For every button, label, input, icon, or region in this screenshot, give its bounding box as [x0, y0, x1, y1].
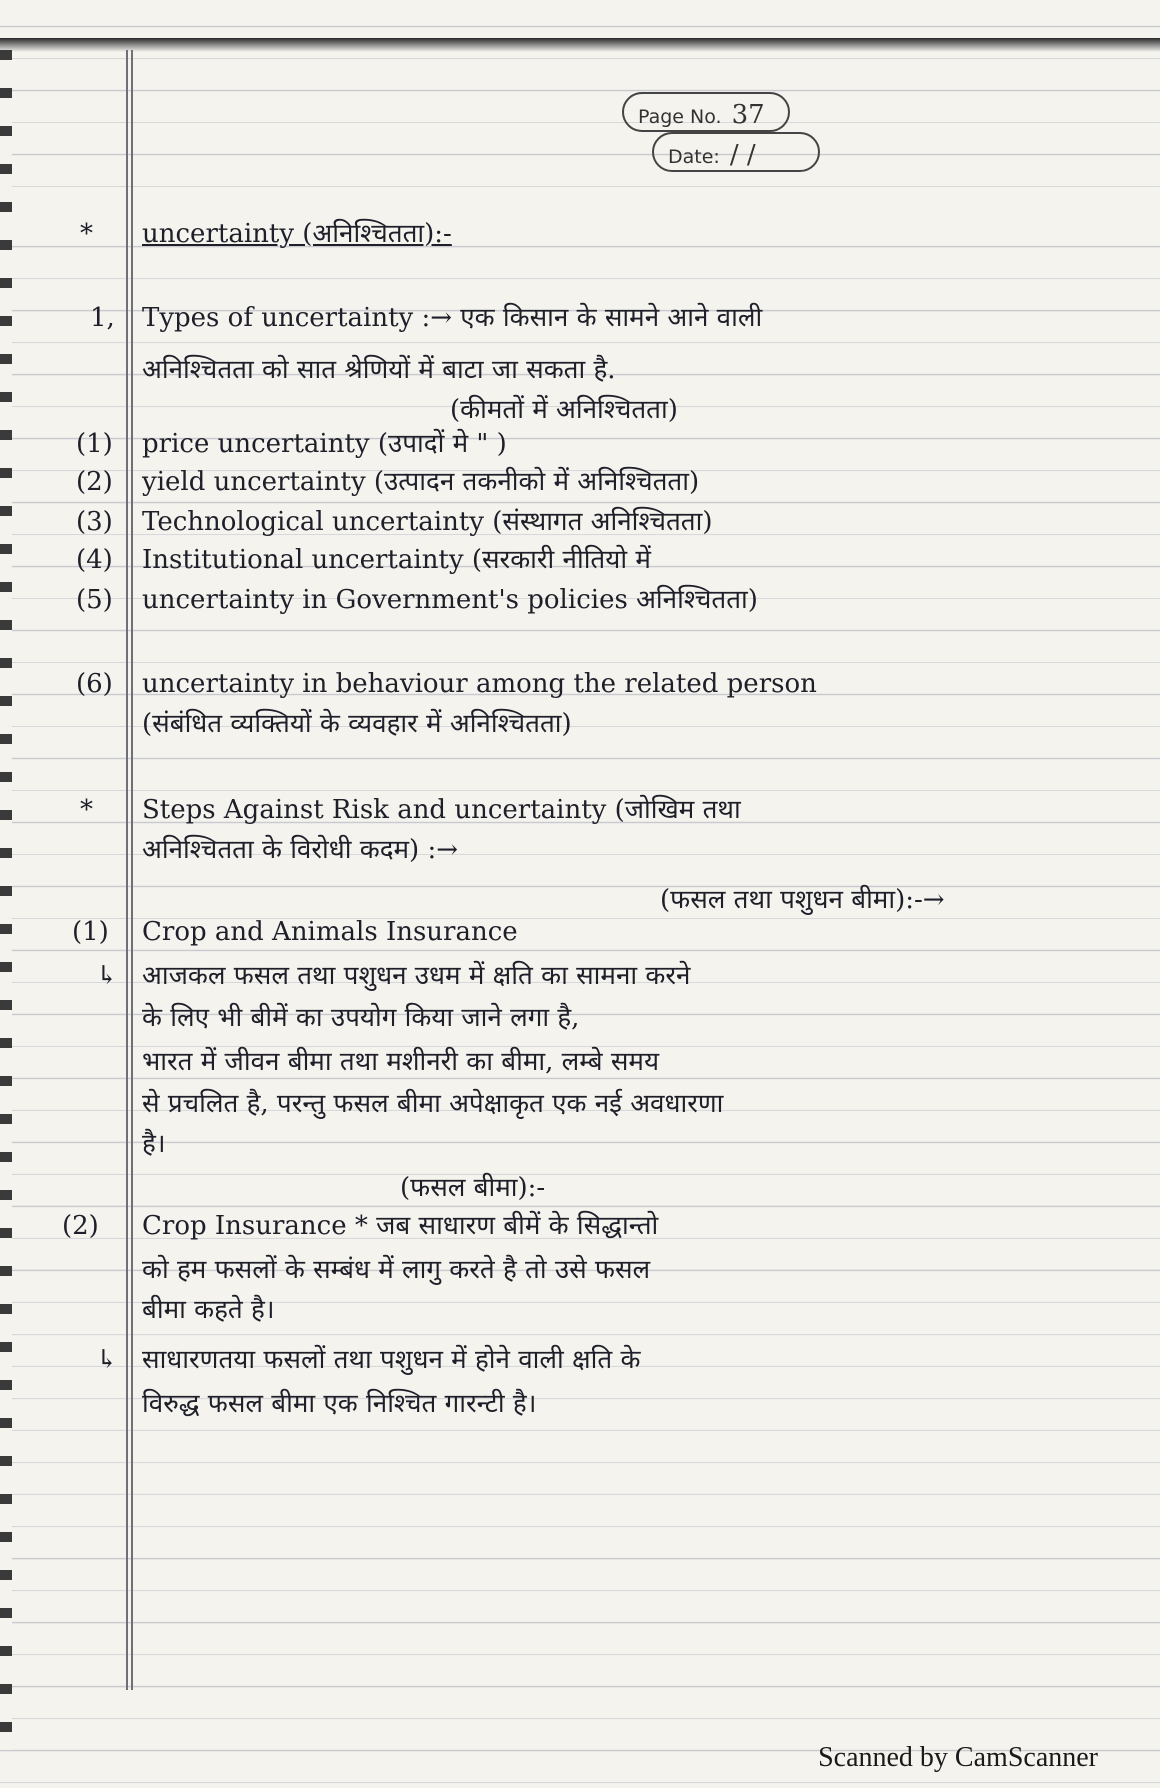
- handwritten-line: [0, 1124, 1160, 1164]
- line-marker: (2): [62, 1211, 99, 1241]
- scanner-watermark: Scanned by CamScanner: [818, 1742, 1098, 1773]
- margin-line-left: [126, 50, 128, 1690]
- line-text: अनिश्चितता को सात श्रेणियों में बाटा जा सकता है.: [142, 355, 616, 385]
- handwritten-line: [0, 998, 1160, 1038]
- line-marker: 1,: [90, 303, 115, 333]
- line-text: Steps Against Risk and uncertainty (जोखिम तथा: [142, 795, 741, 825]
- line-text: साधारणतया फसलों तथा पशुधन में होने वाली क्षति के: [142, 1345, 641, 1375]
- handwritten-line: [0, 1084, 1160, 1124]
- line-text: के लिए भी बीमें का उपयोग किया जाने लगा है,: [142, 1003, 580, 1033]
- line-text: (संबंधित व्यक्तियों के व्यवहार में अनिश्चितता): [142, 709, 572, 739]
- line-text: Technological uncertainty (संस्थागत अनिश्चितता): [142, 507, 713, 537]
- date-label: Date:: [668, 146, 720, 168]
- handwritten-line: [0, 1168, 1160, 1208]
- line-marker: (1): [76, 429, 113, 459]
- handwritten-line: [0, 424, 1160, 464]
- line-text: (फसल तथा पशुधन बीमा):-→: [660, 885, 945, 915]
- line-marker: (4): [76, 545, 113, 575]
- handwritten-line: [0, 1384, 1160, 1424]
- handwritten-line: [0, 1042, 1160, 1082]
- handwritten-line: [0, 350, 1160, 390]
- handwritten-line: [0, 790, 1160, 830]
- handwritten-line: [0, 540, 1160, 580]
- line-text: से प्रचलित है, परन्तु फसल बीमा अपेक्षाकृत एक नई अवधारणा: [142, 1089, 724, 1119]
- line-text: yield uncertainty (उत्पादन तकनीको में अनिश्चितता): [142, 467, 700, 497]
- date-value: / /: [729, 140, 756, 170]
- line-marker: *: [80, 795, 93, 825]
- line-text: (फसल बीमा):-: [400, 1173, 546, 1203]
- handwritten-line: [0, 830, 1160, 870]
- line-marker: (5): [76, 585, 113, 615]
- line-marker: (2): [76, 467, 113, 497]
- handwritten-line: [0, 462, 1160, 502]
- handwritten-line: [0, 298, 1160, 338]
- line-marker: *: [80, 219, 93, 249]
- line-text: भारत में जीवन बीमा तथा मशीनरी का बीमा, लम्बे समय: [142, 1047, 660, 1077]
- handwritten-line: [0, 502, 1160, 542]
- line-text: आजकल फसल तथा पशुधन उधम में क्षति का सामना करने: [142, 961, 691, 991]
- page-number-box: [622, 92, 790, 132]
- line-marker: (1): [72, 917, 109, 947]
- handwritten-line: [0, 1340, 1160, 1380]
- line-marker: ↳: [96, 1345, 118, 1375]
- handwritten-line: [0, 704, 1160, 744]
- line-text: है।: [142, 1129, 166, 1159]
- handwritten-line: [0, 1290, 1160, 1330]
- line-marker: ↳: [96, 961, 118, 991]
- handwritten-line: [0, 956, 1160, 996]
- line-text: uncertainty in Government's policies अनिश्चितता): [142, 585, 758, 615]
- line-text: uncertainty (अनिश्चितता):-: [142, 219, 452, 249]
- line-text: बीमा कहते है।: [142, 1295, 275, 1325]
- line-marker: (6): [76, 669, 113, 699]
- handwritten-line: [0, 664, 1160, 704]
- line-text: Crop and Animals Insurance: [142, 917, 518, 947]
- line-marker: (3): [76, 507, 113, 537]
- page-number-value: 37: [731, 100, 765, 130]
- line-text: विरुद्ध फसल बीमा एक निश्चित गारन्टी है।: [142, 1389, 537, 1419]
- date-box: [652, 132, 820, 172]
- handwritten-line: [0, 580, 1160, 620]
- line-text: Institutional uncertainty (सरकारी नीतियो में: [142, 545, 651, 575]
- line-text: (कीमतों में अनिश्चितता): [450, 395, 678, 425]
- handwritten-line: [0, 1206, 1160, 1246]
- page-top-edge: [0, 38, 1160, 52]
- line-text: uncertainty in behaviour among the related person: [142, 669, 817, 699]
- page-number-label: Page No.: [638, 106, 722, 128]
- line-text: को हम फसलों के सम्बंध में लागु करते है तो उसे फसल: [142, 1255, 651, 1285]
- handwritten-line: [0, 1250, 1160, 1290]
- line-text: अनिश्चितता के विरोधी कदम) :→: [142, 835, 459, 865]
- handwritten-line: [0, 214, 1160, 254]
- handwritten-line: [0, 912, 1160, 952]
- line-text: price uncertainty (उपादों मे " ): [142, 429, 507, 459]
- line-text: Types of uncertainty :→ एक किसान के सामने आने वाली: [142, 303, 763, 333]
- line-text: Crop Insurance * जब साधारण बीमें के सिद्धान्तो: [142, 1211, 659, 1241]
- margin-line-right: [131, 50, 133, 1690]
